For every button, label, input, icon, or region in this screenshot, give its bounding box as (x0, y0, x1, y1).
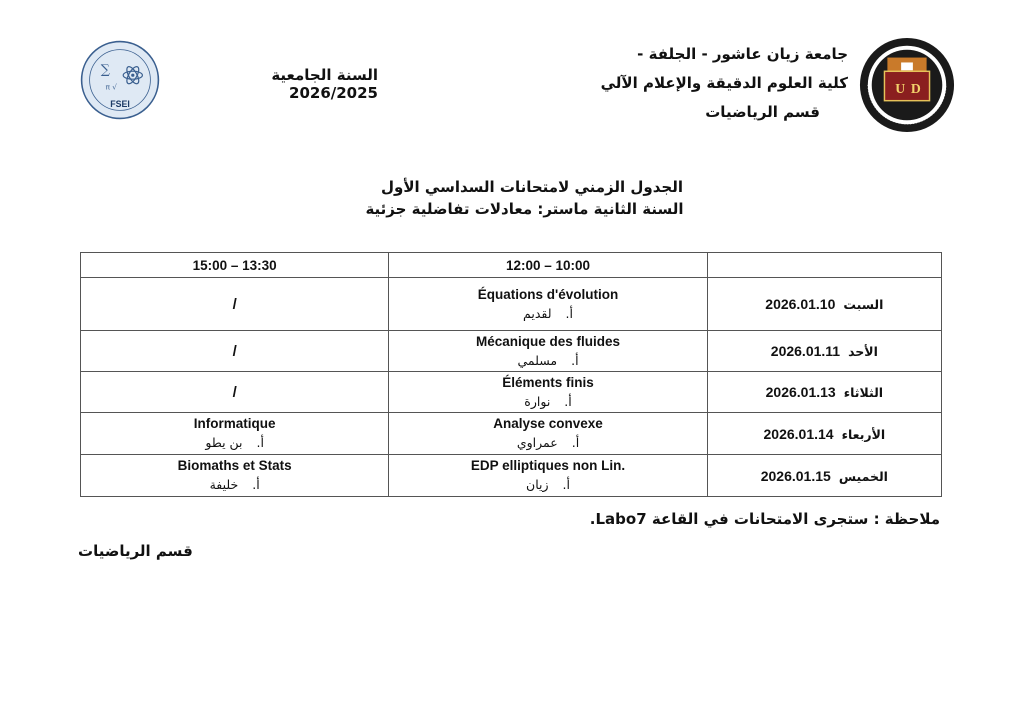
table-row (81, 331, 942, 372)
exam-date: 2026.01.10 (765, 296, 836, 312)
faculty-name: كلية العلوم الدقيقة والإعلام الآلي (600, 74, 848, 92)
teacher-prefix: أ. (571, 352, 579, 368)
morning-subject: Mécanique des fluides (476, 333, 621, 349)
teacher-name: عمراوي (516, 435, 558, 450)
afternoon-teacher (81, 475, 388, 495)
afternoon-subject: Informatique (193, 416, 276, 431)
svg-text:π √: π √ (105, 82, 117, 92)
afternoon-subject: Biomaths et Stats (177, 458, 292, 473)
afternoon-subject: / (232, 295, 237, 313)
svg-text:D: D (910, 80, 921, 96)
table-row (81, 278, 942, 331)
document-title (0, 176, 1024, 220)
afternoon-exam-cell (81, 455, 389, 497)
day-name: الأحد (848, 344, 878, 359)
teacher-name: مسلمي (517, 352, 558, 368)
teacher-prefix: أ. (564, 393, 572, 409)
exam-date: 2026.01.13 (765, 384, 836, 400)
morning-teacher (389, 392, 706, 412)
morning-subject: EDP elliptiques non Lin. (470, 458, 626, 473)
teacher-prefix: أ. (256, 435, 264, 450)
day-cell (707, 413, 941, 455)
university-logo (858, 36, 956, 134)
afternoon-exam-cell (81, 372, 389, 413)
table-row (81, 455, 942, 497)
header-morning-slot: 12:00 – 10:00 (389, 253, 707, 278)
exam-room-note: ملاحظة : ستجرى الامتحانات في القاعة Labo7. (589, 510, 940, 528)
exam-date: 2026.01.11 (770, 343, 841, 359)
teacher-prefix: أ. (571, 435, 580, 450)
day-cell (707, 278, 941, 331)
header-afternoon-slot: 15:00 – 13:30 (81, 253, 389, 278)
exam-date: 2026.01.14 (763, 425, 834, 442)
afternoon-subject: / (232, 342, 237, 360)
faculty-logo-text: FSEI (110, 99, 130, 110)
day-name: السبت (843, 297, 884, 312)
day-cell (707, 455, 941, 497)
teacher-prefix: أ. (252, 477, 260, 492)
afternoon-exam-cell (81, 331, 389, 372)
morning-exam-cell (389, 455, 707, 497)
teacher-prefix: أ. (562, 477, 570, 492)
table-header-row (81, 253, 942, 278)
morning-teacher (389, 433, 706, 453)
department-signature: قسم الرياضيات (78, 542, 193, 560)
day-cell (707, 372, 941, 413)
logo-letter-u: U (895, 80, 906, 96)
day-name: الثلاثاء (843, 385, 884, 400)
department-name: قسم الرياضيات (705, 103, 820, 121)
morning-subject: Analyse convexe (493, 416, 603, 431)
morning-teacher (389, 304, 706, 324)
teacher-name: بن يطو (205, 435, 243, 450)
morning-exam-cell (389, 372, 707, 413)
morning-subject: Équations d'évolution (477, 286, 619, 302)
institution-header (528, 40, 848, 127)
day-name: الخميس (838, 468, 888, 484)
morning-subject: Éléments finis (502, 374, 594, 390)
morning-exam-cell (389, 331, 707, 372)
teacher-prefix: أ. (565, 305, 573, 321)
exam-date: 2026.01.15 (760, 467, 831, 484)
title-line-1: الجدول الزمني لامتحانات السداسي الأول (381, 178, 683, 196)
table-row (81, 413, 942, 455)
teacher-name: خليفة (209, 477, 239, 492)
afternoon-exam-cell (81, 278, 389, 331)
morning-exam-cell (389, 278, 707, 331)
header-day (707, 253, 941, 278)
teacher-name: لقديم (523, 305, 552, 321)
morning-teacher (389, 351, 706, 371)
afternoon-subject: / (232, 383, 237, 401)
morning-exam-cell (389, 413, 707, 455)
faculty-logo (80, 40, 160, 120)
table-row (81, 372, 942, 413)
afternoon-exam-cell (81, 413, 389, 455)
exam-schedule-table (80, 252, 942, 497)
academic-year: السنة الجامعية 2026/2025 (271, 66, 378, 102)
morning-teacher (389, 475, 706, 495)
svg-text:∑: ∑ (100, 62, 110, 78)
title-line-2: السنة الثانية ماستر: معادلات تفاضلية جزئية (365, 200, 684, 218)
afternoon-teacher (81, 433, 388, 453)
university-name: جامعة زيان عاشور - الجلفة - (637, 45, 848, 63)
teacher-name: زيان (526, 477, 549, 492)
teacher-name: نوارة (524, 393, 551, 409)
day-name: الأربعاء (841, 426, 886, 442)
day-cell (707, 331, 941, 372)
